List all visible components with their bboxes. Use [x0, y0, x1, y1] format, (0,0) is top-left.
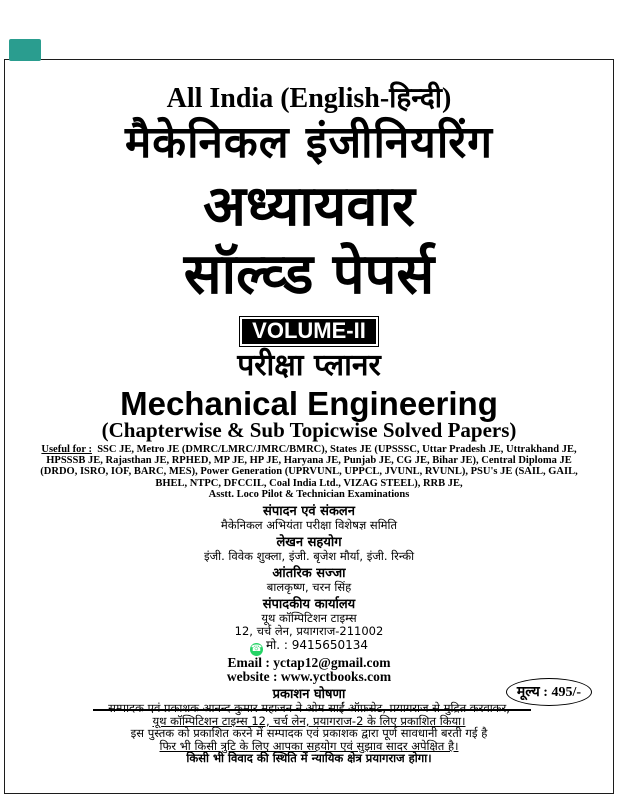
section-writing-heading: लेखन सहयोग	[276, 535, 342, 551]
useful-for-line: Asstt. Loco Pilot & Technician Examinations	[208, 488, 410, 500]
section-design	[0, 567, 618, 593]
useful-for-line: BHEL, NTPC, DFCCIL, Coal India Ltd., VIZAG STEEL), RRB JE,	[155, 477, 463, 489]
mobile-number: मो. : 9415650134	[265, 638, 369, 653]
useful-for-label: Useful for :	[41, 444, 92, 455]
useful-for-block	[0, 444, 618, 500]
section-design-body: बालकृष्ण, चरन सिंह	[266, 580, 352, 595]
office-publisher-name: यूथ कॉम्पिटिशन टाइम्स	[261, 611, 357, 626]
office-address: 12, चर्च लेन, प्रयागराज-211002	[234, 624, 384, 639]
section-office-heading: संपादकीय कार्यालय	[262, 597, 356, 613]
useful-for-line-text: SSC JE, Metro JE (DMRC/LMRC/JMRC/BMRC), States JE (UPSSSC, Uttar Pradesh JE, Uttrakhand JE,	[97, 444, 577, 455]
edition-line: All India (English-हिन्दी)	[166, 83, 452, 114]
book-title-english: Mechanical Engineering	[120, 385, 498, 422]
section-editing-heading: संपादन एवं संकलन	[263, 504, 355, 520]
useful-for-line: HPSSSB JE, Rajasthan JE, RPHED, MP JE, HP JE, Haryana JE, Punjab JE, CG JE, Bihar JE), Central Diploma JE	[46, 455, 572, 467]
declaration-line: किसी भी विवाद की स्थिति में न्यायिक क्षेत्र प्रयागराज होगा।	[186, 751, 432, 766]
declaration-line: फिर भी किसी त्रुटि के लिए आपका सहयोग एवं सुझाव सादर अपेक्षित है।	[159, 738, 459, 753]
chapterwise-heading: अध्यायवार	[203, 174, 415, 239]
section-editing	[0, 505, 618, 531]
section-editing-body: मैकेनिकल अभियंता परीक्षा विशेषज्ञ समिति	[220, 518, 398, 533]
declaration-line: सम्पादक एवं प्रकाशक आनन्द कुमार महाजन ने ओम साईं ऑफ़सेट, प्रयागराज से मुद्रित करवाकर,	[108, 701, 510, 716]
exam-planner-label: परीक्षा प्लानर	[237, 348, 381, 383]
website-address: website : www.yctbooks.com	[226, 669, 392, 685]
bottom-rule	[93, 709, 531, 711]
whatsapp-icon: ☎	[250, 644, 263, 655]
publication-declaration-heading: प्रकाशन घोषणा	[272, 687, 346, 703]
section-writing	[0, 536, 618, 562]
useful-for-line: (DRDO, ISRO, IOF, BARC, MES), Power Generation (UPRVUNL, UPPCL, JVUNL, RVUNL), PSU's JE (SAIL, GAIL,	[40, 466, 578, 478]
phone-row	[0, 639, 618, 656]
email-address: Email : yctap12@gmail.com	[227, 655, 391, 671]
volume-badge: VOLUME-II	[239, 316, 379, 347]
book-subtitle-english: (Chapterwise & Sub Topicwise Solved Papers)	[101, 418, 517, 442]
section-writing-body: इंजी. विवेक शुक्ला, इंजी. बृजेश मौर्या, इंजी. रिन्की	[203, 549, 415, 564]
section-office	[0, 598, 618, 637]
price-badge: मूल्य : 495/-	[506, 678, 592, 706]
useful-for-line	[0, 444, 618, 455]
publication-declaration	[0, 702, 618, 765]
declaration-line: इस पुस्तक को प्रकाशित करने में सम्पादक एवं प्रकाशक द्वारा पूर्ण सावधानी बरती गई है	[130, 726, 488, 741]
declaration-line: यूथ कॉम्पिटिशन टाइम्स 12, चर्च लेन, प्रयागराज-2 के लिए प्रकाशित किया।	[152, 713, 466, 728]
book-title-hindi: मैकेनिकल इंजीनियरिंग	[124, 117, 493, 168]
solved-papers-heading: सॉल्व्ड पेपर्स	[183, 242, 435, 307]
section-design-heading: आंतरिक सज्जा	[272, 566, 346, 582]
